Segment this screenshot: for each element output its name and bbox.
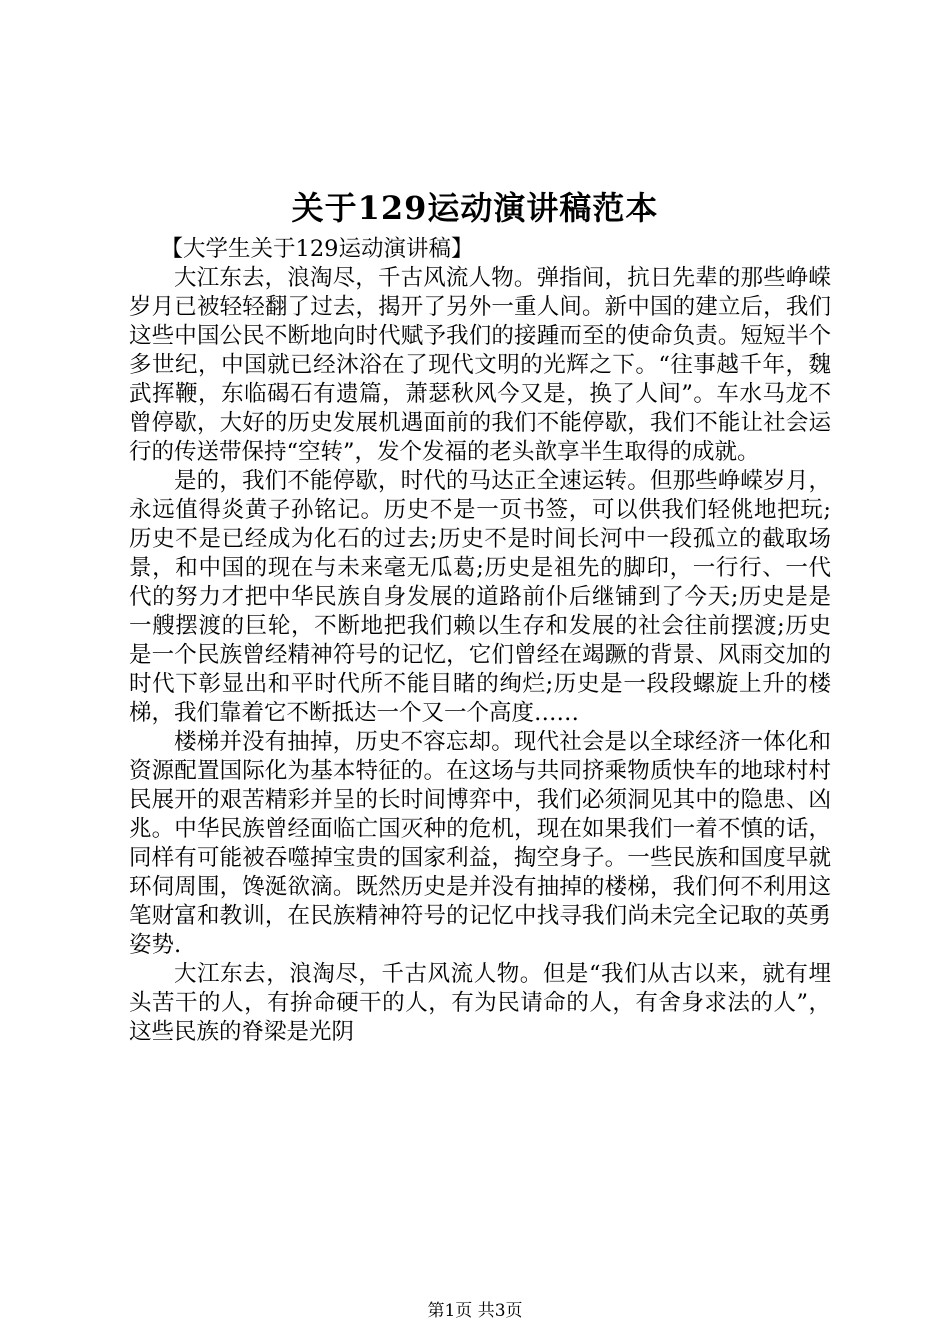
paragraph-1: 大江东去，浪淘尽，千古风流人物。弹指间，抗日先辈的那些峥嵘岁月已被轻轻翻了过去，揭开了另外一重人间。新中国的建立后，我们这些中国公民不断地向时代赋予我们的接踵而至的使命负责。短短半个多世纪，中国就已经沐浴在了现代文明的光辉之下。“往事越千年，魏武挥鞭，东临碣石有遗篇，萧瑟秋风今又是，换了人间”。车水马龙不曾停歇，大好的历史发展机遇面前的我们不能停歇，我们不能让社会运行的传送带保持“空转”，发个发福的老头歆享半生取得的成就。 [129, 265, 831, 465]
document-subtitle: 【大学生关于129运动演讲稿】 [160, 236, 474, 262]
document-body [129, 235, 831, 1047]
paragraph-4: 大江东去，浪淘尽，千古风流人物。但是“我们从古以来，就有埋头苦干的人，有拚命硬干的人，有为民请命的人，有舍身求法的人”，这些民族的脊梁是光阴 [129, 961, 831, 1045]
paragraph-2: 是的，我们不能停歇，时代的马达正全速运转。但那些峥嵘岁月，永远值得炎黄子孙铭记。历史不是一页书签，可以供我们轻佻地把玩;历史不是已经成为化石的过去;历史不是时间长河中一段孤立的截取场景，和中国的现在与未来毫无瓜葛;历史是祖先的脚印，一行行、一代代的努力才把中华民族自身发展的道路前仆后继铺到了今天;历史是是一艘摆渡的巨轮，不断地把我们赖以生存和发展的社会往前摆渡;历史是一个民族曾经精神符号的记忆，它们曾经在竭蹶的背景、风雨交加的时代下彰显出和平时代所不能目睹的绚烂;历史是一段段螺旋上升的楼梯，我们靠着它不断抵达一个又一个高度…… [129, 468, 831, 726]
paragraph-3: 楼梯并没有抽掉，历史不容忘却。现代社会是以全球经济一体化和资源配置国际化为基本特征的。在这场与共同挤乘物质快车的地球村村民展开的艰苦精彩并呈的长时间博弈中，我们必须洞见其中的隐患、凶兆。中华民族曾经面临亡国灭种的危机，现在如果我们一着不慎的话，同样有可能被吞噬掉宝贵的国家利益，掏空身子。一些民族和国度早就环伺周围，馋涎欲滴。既然历史是并没有抽掉的楼梯，我们何不利用这笔财富和教训，在民族精神符号的记忆中找寻我们尚未完全记取的英勇姿势. [129, 729, 831, 958]
page-footer: 第1页 共3页 [427, 1301, 523, 1321]
page-title: 关于129运动演讲稿范本 [291, 189, 659, 227]
